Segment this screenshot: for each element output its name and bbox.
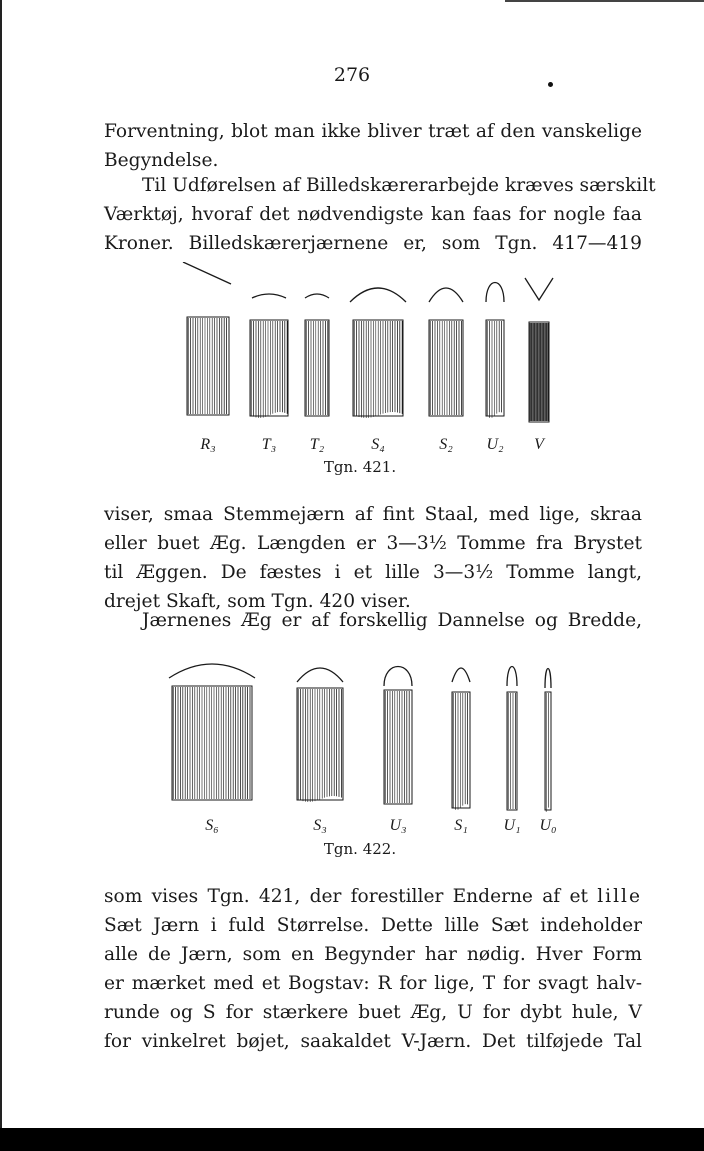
- text-segment: som vises Tgn. 421, der forestiller Enderne af et: [104, 886, 588, 907]
- page-border-left: [0, 0, 2, 1151]
- text-line: viser, smaa Stemmejærn af fint Staal, med lige, skraa: [104, 504, 642, 525]
- chisel-tool: [350, 288, 406, 453]
- text-line: alle de Jærn, som en Begynder har nødig. Hver Form: [104, 944, 642, 965]
- text-line: Kroner. Billedskærerjærnene er, som Tgn. 417—419: [104, 233, 642, 254]
- edge-profile: [486, 283, 504, 303]
- tool-label: S₂: [439, 436, 453, 453]
- chisel-tool: [525, 278, 553, 453]
- chisel-tool: [452, 668, 470, 834]
- blade-outline: [384, 690, 412, 804]
- page-border-top: [505, 0, 704, 2]
- text-line: Værktøj, hvoraf det nødvendigste kan faas for nogle faa: [104, 204, 642, 225]
- chisel-tool: [169, 664, 255, 834]
- edge-profile: [297, 668, 343, 682]
- tool-label: V: [534, 436, 544, 453]
- figure-421: [150, 262, 570, 484]
- chisel-tool: [384, 667, 412, 835]
- edge-profile: [183, 262, 231, 284]
- edge-profile: [452, 668, 470, 682]
- text-line: runde og S for stærkere buet Æg, U for dybt hule, V: [104, 1002, 642, 1023]
- paragraph-3: [104, 500, 642, 616]
- edge-profile: [252, 294, 286, 298]
- figure-caption: Tgn. 422.: [323, 840, 397, 858]
- blade-outline: [429, 320, 463, 416]
- blade-outline: [172, 686, 252, 800]
- chisel-tool: [305, 294, 329, 453]
- chisel-tool: [539, 669, 556, 835]
- figure-422: [150, 652, 570, 870]
- edge-profile: [305, 294, 329, 298]
- figure-caption: Tgn. 421.: [323, 458, 397, 476]
- text-line: Forventning, blot man ikke bliver træt af den vanskelige: [104, 121, 642, 142]
- tool-label: T₃: [261, 436, 277, 453]
- text-line: eller buet Æg. Længden er 3—3½ Tomme fra Brystet: [104, 533, 642, 554]
- tool-label: U₂: [486, 436, 504, 453]
- ink-dot: [548, 82, 553, 87]
- text-line: [104, 882, 642, 911]
- paragraph-5: [104, 882, 642, 1056]
- figure-422-drawing: [150, 652, 570, 870]
- figure-421-drawing: [150, 262, 570, 484]
- text-line: drejet Skaft, som Tgn. 420 viser.: [104, 591, 411, 612]
- chisel-tool: [297, 668, 343, 834]
- paragraph-4: [104, 606, 642, 635]
- text-line: er mærket med et Bogstav: R for lige, T for svagt halv-: [104, 973, 642, 994]
- paragraph-1: [104, 117, 642, 175]
- text-line: Til Udførelsen af Billedskærerarbejde kræves særskilt: [142, 175, 656, 196]
- edge-profile: [350, 288, 406, 302]
- tool-label: S₆: [205, 817, 219, 834]
- text-line: Jærnenes Æg er af forskellig Dannelse og Bredde,: [142, 610, 642, 631]
- chisel-tool: [429, 288, 463, 453]
- edge-profile: [525, 278, 553, 300]
- paragraph-2: [104, 171, 656, 258]
- tool-label: R₃: [200, 436, 216, 453]
- chisel-tool: [486, 283, 504, 454]
- tool-label: U₁: [503, 817, 521, 834]
- edge-profile: [169, 664, 255, 678]
- edge-profile: [429, 288, 463, 302]
- text-line: for vinkelret bøjet, saakaldet V-Jærn. Det tilføjede Tal: [104, 1031, 642, 1052]
- tool-label: S₄: [371, 436, 385, 453]
- tool-label: S₁: [454, 817, 468, 834]
- edge-profile: [545, 669, 551, 689]
- tool-label: U₀: [539, 817, 557, 834]
- page-border-bottom: [0, 1128, 704, 1151]
- tool-label: T₂: [309, 436, 325, 453]
- chisel-tool: [503, 667, 520, 835]
- text-line: Sæt Jærn i fuld Størrelse. Dette lille Sæt indeholder: [104, 915, 642, 936]
- edge-profile: [507, 667, 517, 687]
- text-line: Begyndelse.: [104, 150, 219, 171]
- tool-label: S₃: [313, 817, 327, 834]
- chisel-tool: [250, 294, 288, 453]
- text-line: til Æggen. De fæstes i et lille 3—3½ Tomme langt,: [104, 562, 642, 583]
- edge-profile: [384, 667, 412, 687]
- page-number: 276: [333, 64, 371, 86]
- chisel-tool: [183, 262, 231, 453]
- spaced-word: lille: [597, 886, 642, 907]
- tool-label: U₃: [389, 817, 407, 834]
